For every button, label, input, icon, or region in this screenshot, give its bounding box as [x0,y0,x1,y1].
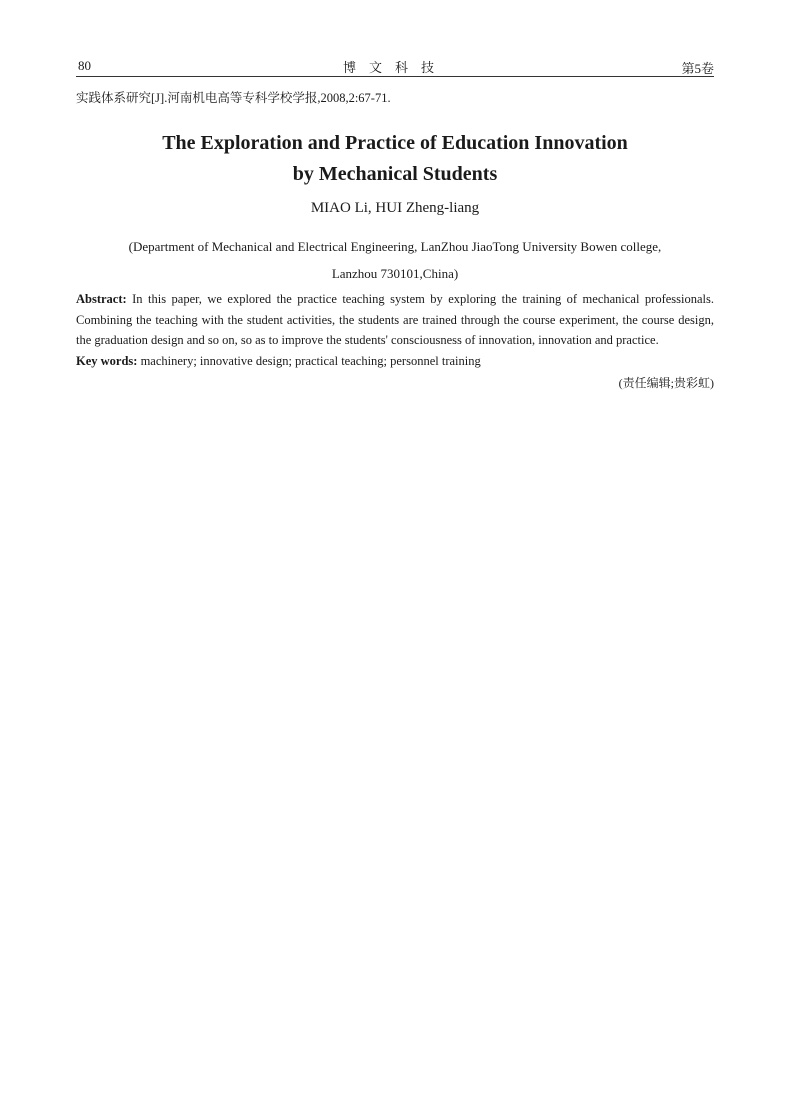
reference-continuation: 实践体系研究[J].河南机电高等专科学校学报,2008,2:67-71. [76,91,391,105]
running-header [76,56,714,76]
keywords-label: Key words: [76,354,141,368]
abstract-text: In this paper, we explored the practice teaching system by exploring the training of mechanical professionals. Combining the teaching with the student activities, the students are trained through the course experiment, the course design, the graduation design and so on, so as to improve the students' consciousness of innovation, innovation and practice. [76,292,714,347]
header-rule [76,76,714,77]
volume-label: 第5卷 [681,61,714,76]
editor-note: (责任编辑;贵彩虹) [618,376,714,390]
author-list: MIAO Li, HUI Zheng-liang [310,200,480,216]
title-line-2: by Mechanical Students [292,163,498,185]
abstract-label: Abstract: [76,292,133,306]
keywords [76,351,714,371]
title-line-1: The Exploration and Practice of Education Innovation [162,132,628,154]
affiliation-line-1: (Department of Mechanical and Electrical Engineering, LanZhou JiaoTong University Bowen college, [128,239,662,254]
affiliation [76,233,714,287]
abstract [76,289,714,351]
journal-name: 博文科技 [342,60,447,75]
affiliation-line-2: Lanzhou 730101,China) [331,266,459,281]
paper-title [76,128,714,190]
keywords-text: machinery; innovative design; practical teaching; personnel training [140,354,481,368]
page-number: 80 [78,58,91,73]
